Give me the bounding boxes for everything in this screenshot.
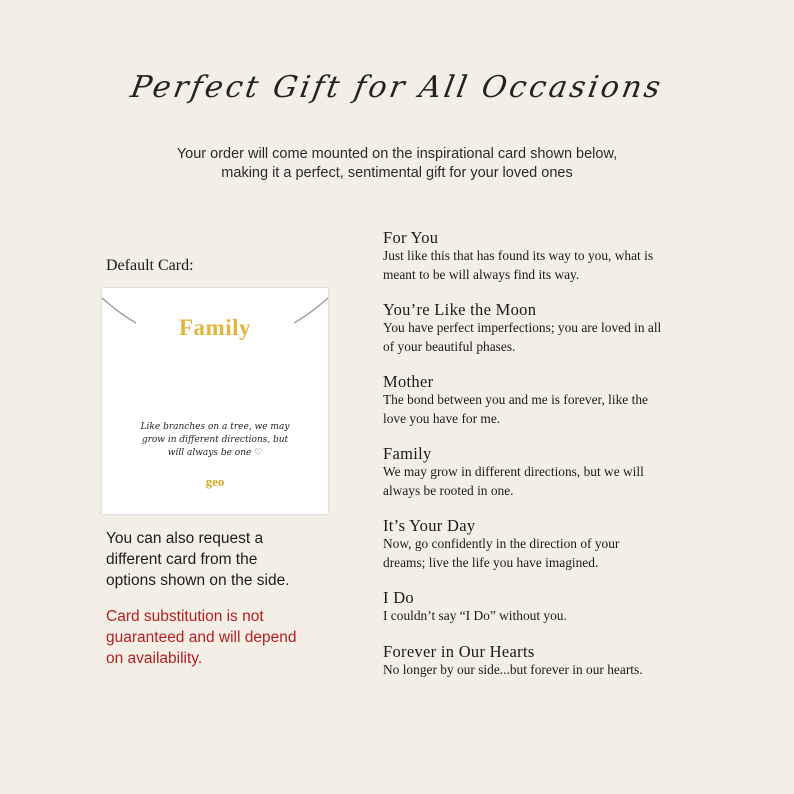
option-text [383,247,713,284]
option-text [383,535,713,572]
intro-line: making it a perfect, sentimental gift for your loved ones [221,165,573,181]
option-text [383,319,713,356]
card-brand-logo: geo [205,474,225,489]
default-card-label: Default Card: [106,257,194,274]
option-text-line: love you have for me. [383,410,501,426]
option-text-line: meant to be will always find its way. [383,266,580,282]
option-title: It’s Your Day [383,516,476,535]
card-quote [130,421,300,460]
page-title: Perfect Gift for All Occasions [128,70,666,105]
substitution-notice [106,606,336,669]
default-card-image [102,288,328,514]
card-option [383,642,713,680]
option-text-line: You have perfect imperfections; you are loved in all [383,320,662,335]
card-option [383,228,713,284]
card-quote-line: will always be one ♡ [167,448,263,458]
card-quote-line: Like branches on a tree, we may [140,422,290,432]
option-text-line: The bond between you and me is forever, like the [383,392,648,407]
card-option [383,300,713,356]
request-text [106,528,336,591]
notice-line: on availability. [106,650,203,667]
card-quote-line: grow in different directions, but [141,435,289,445]
option-title: Mother [383,372,434,391]
option-title: For You [383,228,439,247]
option-text-line: of your beautiful phases. [383,338,516,354]
intro-line: Your order will come mounted on the inspirational card shown below, [176,146,618,162]
request-line: You can also request a [106,530,264,547]
notice-line: guaranteed and will depend [106,629,297,646]
option-title: Family [383,444,432,463]
option-text [383,391,713,428]
card-option [383,372,713,428]
request-line: options shown on the side. [106,572,290,589]
request-line: different card from the [106,551,258,568]
option-text-line: dreams; live the life you have imagined. [383,554,599,570]
card-title: Family [179,315,251,340]
card-option [383,444,713,500]
option-title: You’re Like the Moon [383,300,537,319]
card-option [383,588,713,626]
option-text-line: Now, go confidently in the direction of your [383,536,620,551]
option-title: I Do [383,588,414,607]
intro-text [97,145,697,183]
notice-line: Card substitution is not [106,608,264,625]
option-text-line: I couldn’t say “I Do” without you. [383,608,567,623]
option-text-line: No longer by our side...but forever in our hearts. [383,661,643,677]
option-text-line: We may grow in different directions, but we will [383,464,644,479]
card-options-list [383,228,713,695]
option-title: Forever in Our Hearts [383,641,535,661]
option-text [383,661,713,680]
card-option [383,516,713,572]
option-text [383,607,713,626]
option-text [383,463,713,500]
option-text-line: Just like this that has found its way to you, what is [383,248,654,263]
option-text-line: always be rooted in one. [383,482,514,498]
